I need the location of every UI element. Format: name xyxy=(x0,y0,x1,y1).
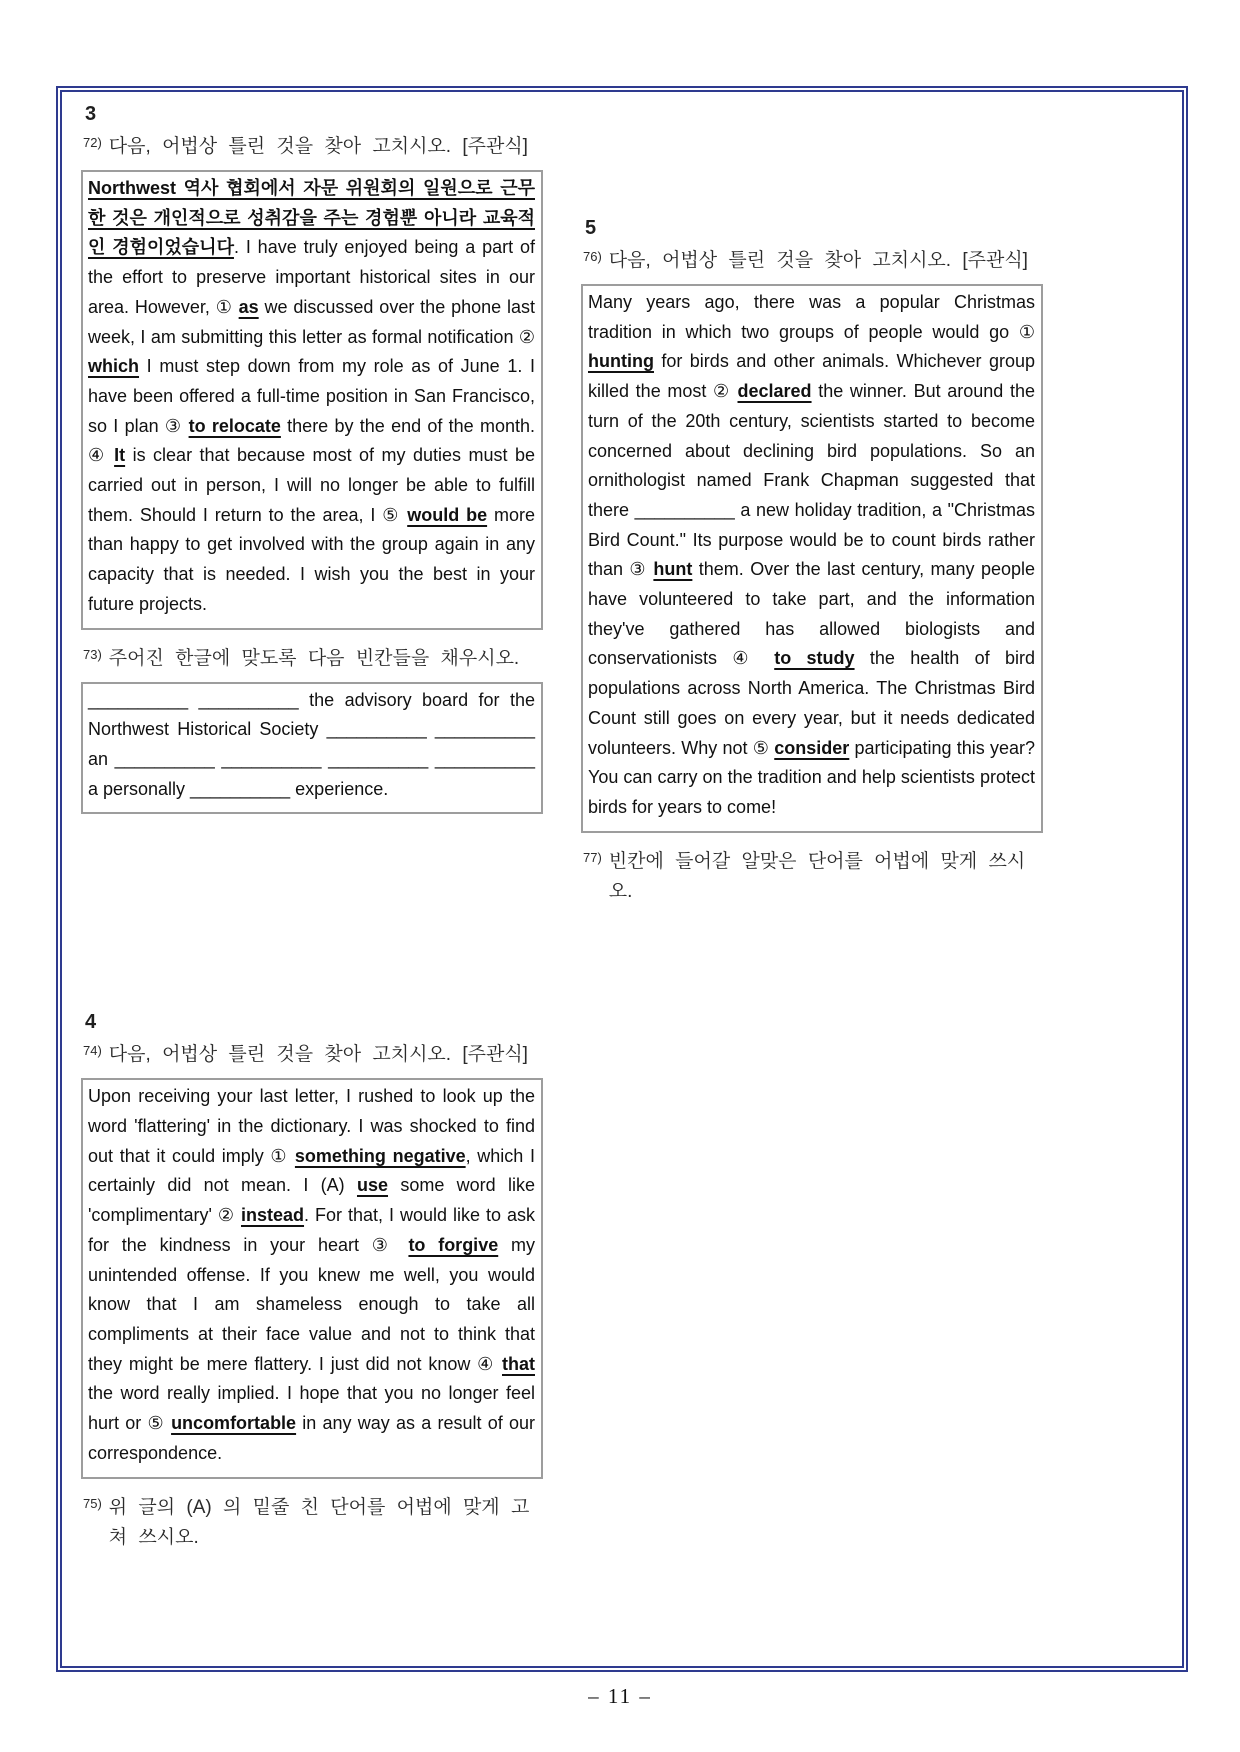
passage-emphasis-run: that xyxy=(502,1353,535,1374)
passage-text-run: some word like 'complimentary' ② xyxy=(88,1175,535,1226)
column-left xyxy=(81,92,543,1553)
passage-text-run: participating this year? You can carry on the tradition and help scientists protect birds for years to come! xyxy=(588,737,1035,817)
passage-text-run: my unintended offense. If you knew me well, you would know that I am shameless enough to take all compliments at their face value and not to think that they might be mere flattery. I just did not know ④ xyxy=(88,1234,535,1374)
passage-text-run: there by the end of the month. ④ xyxy=(88,415,535,466)
passage-emphasis-run: to relocate xyxy=(188,415,281,436)
passage-text-run: we discussed over the phone last week, I am submitting this letter as formal notification ② xyxy=(88,296,535,347)
question-73-number: 73) xyxy=(83,646,102,662)
passage-text-run: __________ __________ the advisory board for the Northwest Historical Society __________ __________ an __________ __________ __________ __________ a personally __________ experience. xyxy=(88,689,535,799)
question-75-prompt: 위 글의 (A) 의 밑줄 친 단어를 어법에 맞게 고쳐 쓰시오. xyxy=(108,1496,530,1548)
passage-emphasis-run: would be xyxy=(407,504,488,525)
passage-emphasis-run: something negative xyxy=(294,1145,466,1166)
passage-text-run: Many years ago, there was a popular Christmas tradition in which two groups of people would go ① xyxy=(588,292,1035,342)
passage-emphasis-run: instead xyxy=(241,1205,305,1226)
passage-text-run: I must step down from my role as of June 1. I have been offered a full-time position in San Francisco, so I plan ③ xyxy=(88,356,535,436)
passage-box-76 xyxy=(581,284,1043,833)
passage-text-run: is clear that because most of my duties must be carried out in person, I will no longer be able to fulfill them. Should I return to the area, I ⑤ xyxy=(88,445,536,525)
question-74-number: 74) xyxy=(83,1043,102,1059)
question-77-number: 77) xyxy=(583,849,602,865)
question-75-number: 75) xyxy=(83,1495,102,1511)
question-76-number: 76) xyxy=(583,249,602,264)
question-74-row xyxy=(81,1040,543,1070)
passage-emphasis-run: declared xyxy=(737,381,812,402)
question-74-prompt: 다음, 어법상 틀린 것을 찾아 고치시오. [주관식] xyxy=(108,1044,528,1066)
question-75-row xyxy=(81,1493,543,1553)
passage-text-run: for birds and other animals. Whichever group killed the most ② xyxy=(588,351,1035,402)
passage-emphasis-run: consider xyxy=(774,737,850,758)
passage-emphasis-run: use xyxy=(356,1175,389,1196)
passage-text-run: the health of bird populations across North America. The Christmas Bird Count still goes on every year, but it needs dedicated volunteers. Why not ⑤ xyxy=(588,648,1036,758)
passage-text-run: the word really implied. I hope that you no longer feel hurt or ⑤ xyxy=(88,1383,535,1434)
passage-emphasis-run: to forgive xyxy=(408,1234,499,1255)
question-77-prompt: 빈칸에 들어갈 알맞은 단어를 어법에 맞게 쓰시오. xyxy=(608,850,1026,902)
page-number: – 11 – xyxy=(588,1684,652,1708)
passage-text-run: . For that, I would like to ask for the kindness in your heart ③ xyxy=(88,1205,535,1255)
passage-emphasis-run: hunt xyxy=(653,559,693,580)
passage-text-run: Upon receiving your last letter, I rushed to look up the word 'flattering' in the dictionary. I was shocked to find out that it could imply ① xyxy=(88,1086,535,1166)
passage-emphasis-run: which xyxy=(88,356,140,377)
column-right xyxy=(581,92,1043,907)
question-73-prompt: 주어진 한글에 맞도록 다음 빈칸들을 채우시오. xyxy=(108,647,520,669)
passage-text-run: . I have truly enjoyed being a part of the effort to preserve important historical sites in our area. However, ① xyxy=(88,237,535,317)
passage-emphasis-run: hunting xyxy=(588,351,654,372)
page-border-frame xyxy=(56,86,1188,1672)
fill-in-blanks-box-73 xyxy=(81,682,543,815)
section-5-label: 5 xyxy=(585,217,597,239)
passage-emphasis-run: uncomfortable xyxy=(171,1413,297,1434)
section-4-label: 4 xyxy=(85,1011,97,1034)
question-77-row xyxy=(581,847,1043,907)
passage-text-run: in any way as a result of our correspondence. xyxy=(88,1413,535,1463)
question-76-row xyxy=(581,246,1043,276)
section-3-label: 3 xyxy=(85,103,97,125)
passage-emphasis-run: It xyxy=(114,445,126,466)
passage-emphasis-run: Northwest 역사 협회에서 자문 위원회의 일원으로 근무한 것은 개인적으로 성취감을 주는 경험뿐 아니라 교육적인 경험이었습니다 xyxy=(88,178,535,258)
passage-box-74 xyxy=(81,1078,543,1478)
question-76-prompt: 다음, 어법상 틀린 것을 찾아 고치시오. [주관식] xyxy=(608,250,1028,271)
passage-emphasis-run: to study xyxy=(774,648,855,669)
passage-text-run: the winner. But around the turn of the 20th century, scientists started to become concerned about declining bird populations. So an ornithologist named Frank Chapman suggested that there __________ a new holiday tradition, a "Christmas Bird Count." Its purpose would be to count birds rather than ③ xyxy=(588,381,1035,580)
question-73-row xyxy=(81,644,543,674)
passage-text-run: more than happy to get involved with the group again in any capacity that is needed. I wish you the best in your future projects. xyxy=(88,504,535,614)
question-72-row xyxy=(81,132,543,162)
passage-text-run: them. Over the last century, many people have volunteered to take part, and the information they've gathered has allowed biologists and conservationists ④ xyxy=(588,559,1036,669)
passage-emphasis-run: as xyxy=(238,296,259,317)
question-72-prompt: 다음, 어법상 틀린 것을 찾아 고치시오. [주관식] xyxy=(108,136,528,157)
passage-text-run: , which I certainly did not mean. I (A) xyxy=(88,1145,535,1196)
passage-box-72 xyxy=(81,170,543,630)
question-72-number: 72) xyxy=(83,135,102,150)
